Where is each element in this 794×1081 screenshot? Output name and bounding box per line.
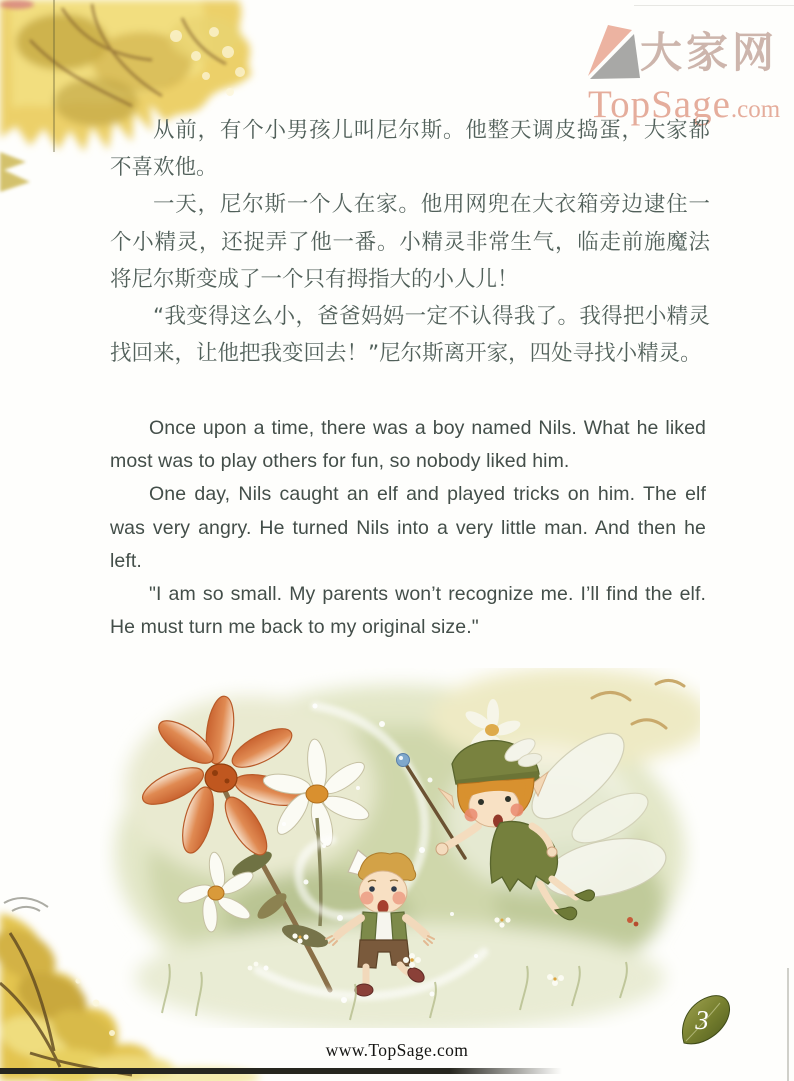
watermark-site-name: TopSage bbox=[588, 83, 731, 126]
watermark-chinese-name: 大家网 bbox=[640, 28, 779, 77]
chinese-story-text bbox=[110, 112, 710, 372]
page-number: 3 bbox=[695, 1005, 709, 1035]
english-story-text bbox=[110, 412, 706, 644]
english-paragraph-1: Once upon a time, there was a boy named Nils. What he liked most was to play others for fun, so nobody liked him. bbox=[110, 417, 706, 473]
chinese-paragraph-3: “我变得这么小，爸爸妈妈一定不认得我了。我得把小精灵找回来，让他把我变回去！”尼尔斯离开家，四处寻找小精灵。 bbox=[110, 304, 710, 367]
footer-url: www.TopSage.com bbox=[325, 1040, 469, 1060]
chinese-paragraph-2: 一天，尼尔斯一个人在家。他用网兜在大衣箱旁边逮住一个小精灵，还捉弄了他一番。小精灵非常生气，临走前施魔法将尼尔斯变成了一个只有拇指大的小人儿！ bbox=[110, 192, 710, 292]
page-gutter-line bbox=[53, 0, 55, 152]
english-paragraph-2: One day, Nils caught an elf and played tricks on him. The elf was very angry. He turned Nils into a very little man. And then he left. bbox=[110, 483, 706, 572]
chinese-paragraph-1: 从前，有个小男孩儿叫尼尔斯。他整天调皮捣蛋，大家都不喜欢他。 bbox=[110, 118, 710, 181]
topsage-kite-logo-icon bbox=[578, 22, 640, 82]
scan-bottom-edge bbox=[0, 1068, 562, 1074]
scan-corner-smudge bbox=[0, 0, 34, 9]
scan-right-edge bbox=[787, 968, 789, 1081]
watermark-tld: .com bbox=[730, 96, 781, 123]
scan-top-edge bbox=[634, 5, 794, 6]
wand-orb bbox=[397, 754, 410, 767]
english-paragraph-3: "I am so small. My parents won’t recognize me. I’ll find the elf. He must turn me back to my original size." bbox=[110, 583, 706, 639]
